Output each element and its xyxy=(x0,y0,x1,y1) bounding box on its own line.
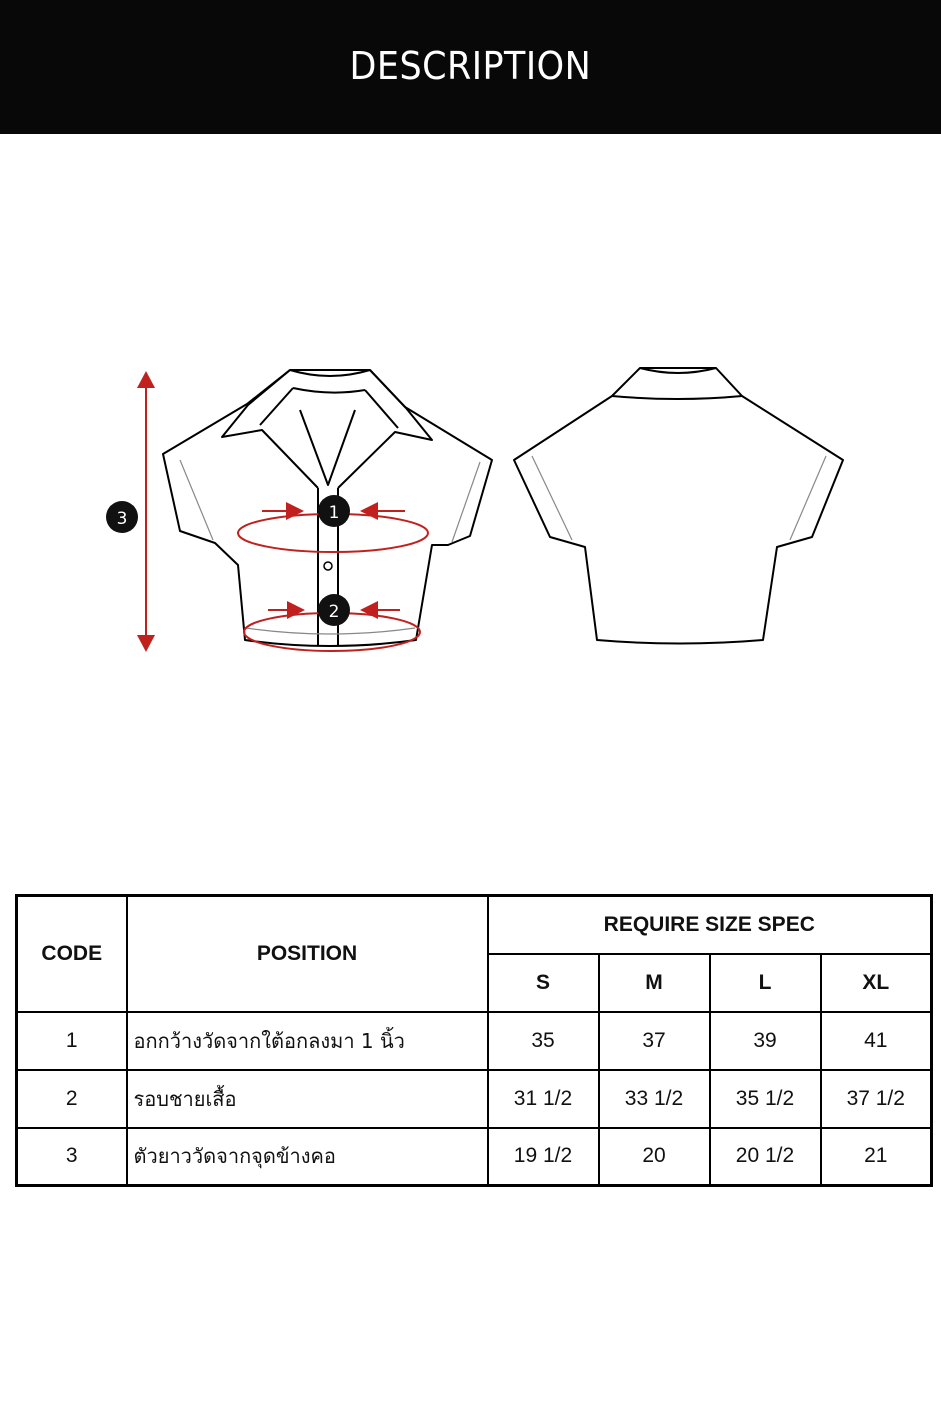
svg-text:3: 3 xyxy=(116,509,128,529)
page-header xyxy=(0,0,941,134)
size-header-m: M xyxy=(599,954,710,1012)
row-position: รอบชายเสื้อ xyxy=(127,1070,488,1128)
row-code: 1 xyxy=(17,1012,127,1070)
table-row xyxy=(17,1128,932,1186)
row-code: 3 xyxy=(17,1128,127,1186)
row-value-s: 35 xyxy=(488,1012,599,1070)
svg-text:2: 2 xyxy=(328,602,340,622)
size-diagram xyxy=(0,340,941,680)
size-header-l: L xyxy=(710,954,821,1012)
marker-3 xyxy=(106,501,138,533)
marker-1 xyxy=(318,495,350,527)
row-value-xl: 41 xyxy=(821,1012,932,1070)
row-value-s: 31 1/2 xyxy=(488,1070,599,1128)
marker-2 xyxy=(318,594,350,626)
row-value-m: 37 xyxy=(599,1012,710,1070)
row-value-s: 19 1/2 xyxy=(488,1128,599,1186)
length-arrow xyxy=(137,371,155,652)
size-spec-table xyxy=(15,894,933,1187)
size-header-xl: XL xyxy=(821,954,932,1012)
page-title: DESCRIPTION xyxy=(349,44,592,88)
size-header-s: S xyxy=(488,954,599,1012)
table-row xyxy=(17,1070,932,1128)
row-value-l: 39 xyxy=(710,1012,821,1070)
row-value-m: 20 xyxy=(599,1128,710,1186)
row-value-xl: 37 1/2 xyxy=(821,1070,932,1128)
size-spec-header: REQUIRE SIZE SPEC xyxy=(488,896,932,954)
row-position: ตัวยาววัดจากจุดข้างคอ xyxy=(127,1128,488,1186)
row-value-l: 20 1/2 xyxy=(710,1128,821,1186)
position-header: POSITION xyxy=(127,896,488,1012)
row-value-m: 33 1/2 xyxy=(599,1070,710,1128)
code-header: CODE xyxy=(17,896,127,1012)
shirt-back-drawing xyxy=(514,368,843,644)
row-value-l: 35 1/2 xyxy=(710,1070,821,1128)
svg-text:1: 1 xyxy=(328,503,340,523)
row-code: 2 xyxy=(17,1070,127,1128)
row-position: อกกว้างวัดจากใต้อกลงมา 1 นิ้ว xyxy=(127,1012,488,1070)
row-value-xl: 21 xyxy=(821,1128,932,1186)
table-row xyxy=(17,1012,932,1070)
